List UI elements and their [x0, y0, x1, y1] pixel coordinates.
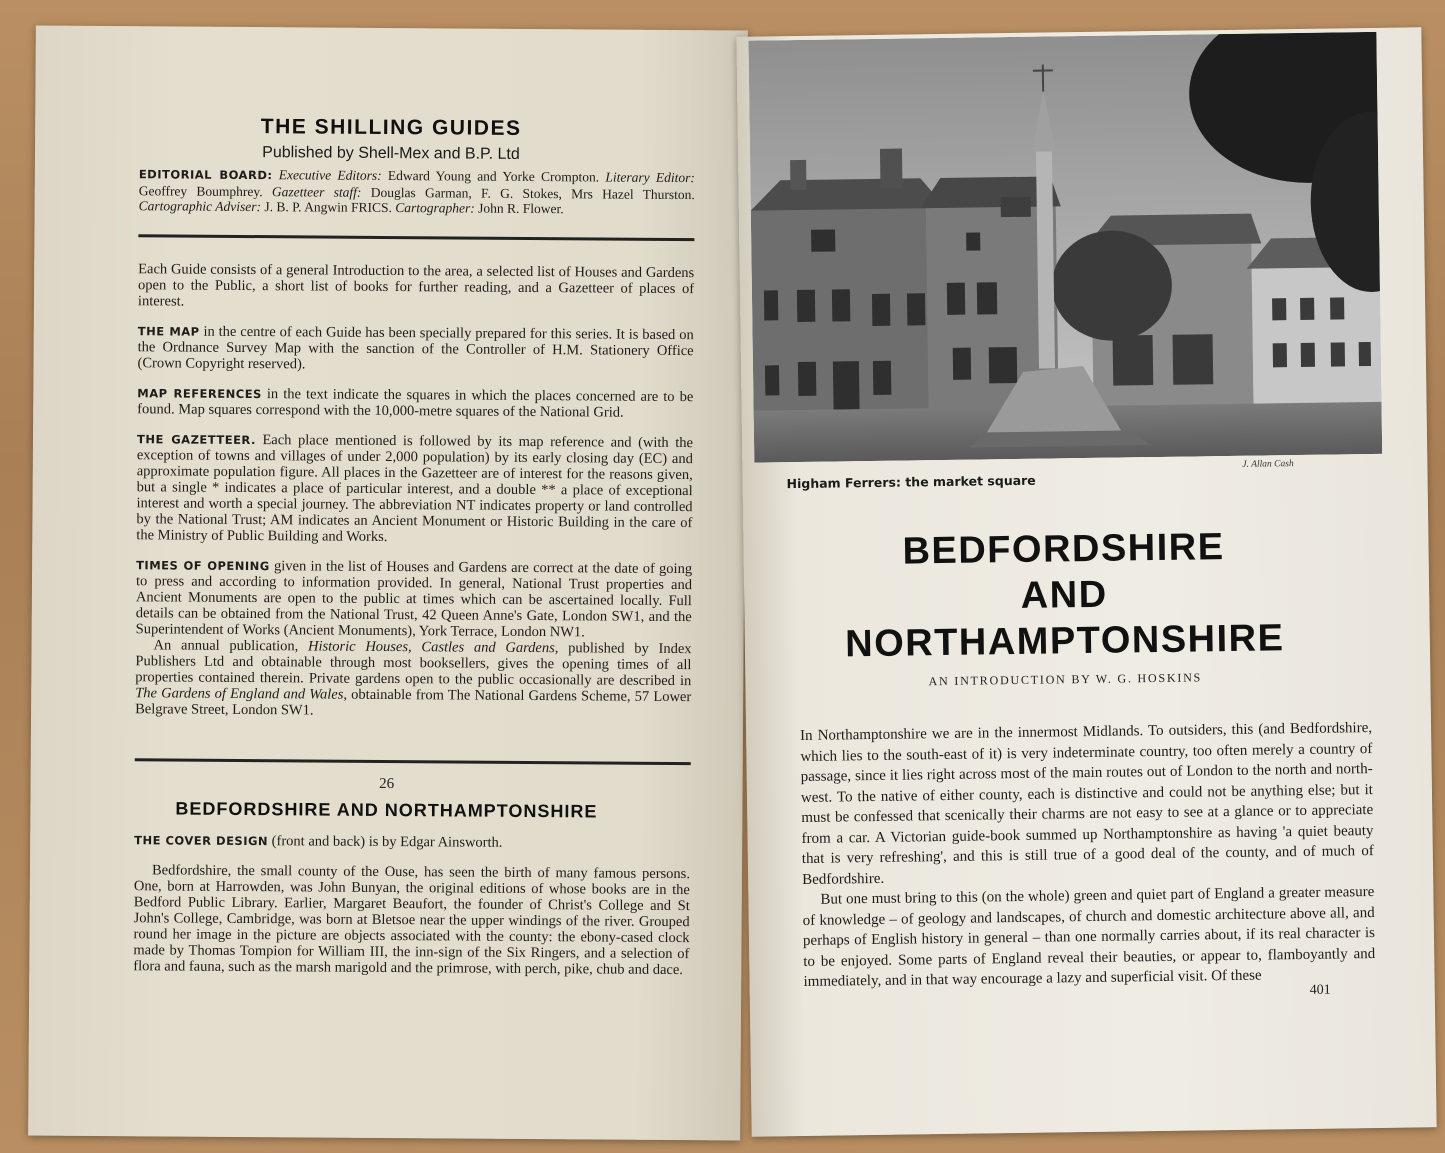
- cover-paragraph: Bedfordshire, the small county of the Ouse, has seen the birth of many famous persons. One, born at Harrowden, was John Bunyan, the original editions of whose books are in the Bedford Public Library. Earlier, Margaret Beaufort, the founder of Christ's College and St John's College, Cambridge, was born at Bletsoe near the upper windings of the river. Grouped round her image in the picture are objects associated with the county: the ebony-cased clock made by Thomas Tompion for William III, the inn-sign of the Six Ringers, and a selection of flora and fauna, such as the marsh marigold and the primrose, with perch, pike, chub and dace.: [133, 862, 691, 979]
- executive-label: Executive Editors:: [278, 167, 382, 183]
- cover-heading: THE COVER DESIGN: [134, 833, 269, 849]
- times-paragraph: [136, 557, 693, 641]
- title-line-3: NORTHAMPTONSHIRE: [844, 617, 1285, 666]
- title-line-2: AND: [1020, 573, 1108, 617]
- photo-illustration: [748, 32, 1382, 463]
- annual-title: Historic Houses, Castles and Gardens,: [308, 638, 559, 657]
- gazetteer-paragraph: [136, 431, 693, 547]
- refs-paragraph: [137, 385, 693, 421]
- carto-adviser-label: Cartographic Adviser:: [138, 198, 262, 215]
- cartographer: John R. Flower.: [478, 200, 564, 217]
- carto-adviser: J. B. P. Angwin FRICS.: [264, 199, 392, 216]
- map-heading: THE MAP: [137, 324, 200, 339]
- article-body: [800, 718, 1376, 992]
- publisher-line: Published by Shell-Mex and B.P. Ltd: [262, 144, 520, 163]
- cartographer-label: Cartographer:: [395, 200, 475, 216]
- photo-caption: Higham Ferrers: the market square: [786, 472, 1036, 492]
- times-text: given in the list of Houses and Gardens are correct at the date of going to press and according to information provided. In general, National Trust properties and Ancient Monuments are open to the public at times which can be ascertained locally. Full details can be obtained from the National Trust, 42 Queen Anne's Gate, London SW1, and the Superintendent of Works (Ancient Monuments), York Terrace, London NW1.: [135, 558, 693, 641]
- divider-bottom: [135, 758, 691, 765]
- map-text: in the centre of each Guide has been specially prepared for this series. It is based on the Ordnance Survey Map with the sanction of the Controller of H.M. Stationery Office (Crown Copyright reserved).: [137, 323, 694, 373]
- annual-text-c: obtainable from The National Gardens Scheme, 57 Lower Belgrave Street, London SW1.: [135, 686, 692, 719]
- map-paragraph: [137, 323, 693, 375]
- annual-text-b: published by Index Publishers Ltd and obtainable through most booksellers, gives the opening times of all properties contained therein. Private gardens open to the public occasionally are described in: [135, 640, 692, 690]
- series-title: THE SHILLING GUIDES: [260, 115, 522, 140]
- article-paragraph-1: In Northamptonshire we are in the innermost Midlands. To outsiders, this (and Bedfordshire, which lies to the south-east of it) is very indeterminate country, too often merely a country of passage, since it lies right across most of the main routes out of London to the north and north-west. To the native of either county, each is distinctive and could not be anything else; but it must be confessed that scenically their charms are not easy to see at a glance or to appreciate from a car. A Victorian guide-book summed up Northamptonshire as having 'a quiet beauty that is very refreshing', and this is still true of a good deal of the county, and of much of Bedfordshire.: [800, 720, 1374, 888]
- cover-text: (front and back) is by Edgar Ainsworth.: [271, 833, 503, 851]
- article-title: [743, 522, 1385, 669]
- annual-title-2: The Gardens of England and Wales,: [135, 685, 348, 703]
- gazetteer-heading: THE GAZETTEER.: [136, 432, 256, 448]
- market-square-photo: [748, 32, 1382, 463]
- cover-design: [133, 832, 690, 992]
- divider-top: [138, 234, 694, 241]
- left-page-number: 26: [379, 775, 395, 793]
- gazetteer-staff: Douglas Garman, F. G. Stokes, Mrs Hazel Thurston.: [370, 184, 695, 202]
- refs-text: in the text indicate the squares in which the places concerned are to be found. Map squares correspond with the 10,000-metre squares of the National Grid.: [137, 386, 694, 421]
- gazetteer-label: Gazetteer staff:: [271, 183, 362, 200]
- intro-paragraph: Each Guide consists of a general Introduction to the area, a selected list of Houses and Gardens open to the Public, a short list of books for further reading, and a Gazetteer of places of interest.: [137, 261, 695, 310]
- annual-text-a: An annual publication,: [153, 637, 299, 655]
- title-line-1: BEDFORDSHIRE: [902, 526, 1225, 573]
- left-page: [28, 26, 748, 1141]
- right-page: [736, 27, 1436, 1136]
- annual-paragraph: [135, 637, 692, 721]
- article-paragraph-2: But one must bring to this (on the whole) green and quiet part of England a greater measure of knowledge – of geology and landscapes, of church and domestic architecture above all, and perhaps of English history in general – than one normally carries about, if its real character is to be enjoyed. Some parts of England reveal their beauties, or appear to, flamboyantly and immediately, and in that way encourage a lazy and superficial visit. Of these: [802, 884, 1376, 990]
- refs-heading: MAP REFERENCES: [137, 386, 262, 402]
- gazetteer-text: Each place mentioned is followed by its map reference and (with the exception of towns and villages of under 2,000 population) by its early closing day (EC) and approximate population figure. All places in the Gazetteer are of interest for the reasons given, but a single * indicates a place of particular interest, and a double ** a place of exceptional interest and worth a special journey. The abbreviation NT indicates property or land controlled by the National Trust; AM indicates an Ancient Monument or Historic Building in the care of the Ministry of Public Building and Works.: [136, 432, 694, 545]
- times-heading: TIMES OF OPENING: [136, 558, 270, 574]
- section-title: BEDFORDSHIRE AND NORTHAMPTONSHIRE: [175, 798, 598, 822]
- literary-editor: Geoffrey Boumphrey.: [138, 182, 263, 199]
- photo-credit: J. Allan Cash: [1242, 459, 1294, 470]
- byline: AN INTRODUCTION BY W. G. HOSKINS: [928, 670, 1203, 689]
- editorial-label: EDITORIAL BOARD:: [138, 167, 273, 183]
- right-page-number: 401: [1309, 982, 1331, 998]
- literary-label: Literary Editor:: [605, 169, 695, 186]
- editorial-board: [139, 166, 695, 217]
- guide-notes: [135, 261, 694, 735]
- cover-heading-line: [134, 832, 690, 852]
- executive-editors: Edward Young and Yorke Crompton.: [387, 167, 600, 185]
